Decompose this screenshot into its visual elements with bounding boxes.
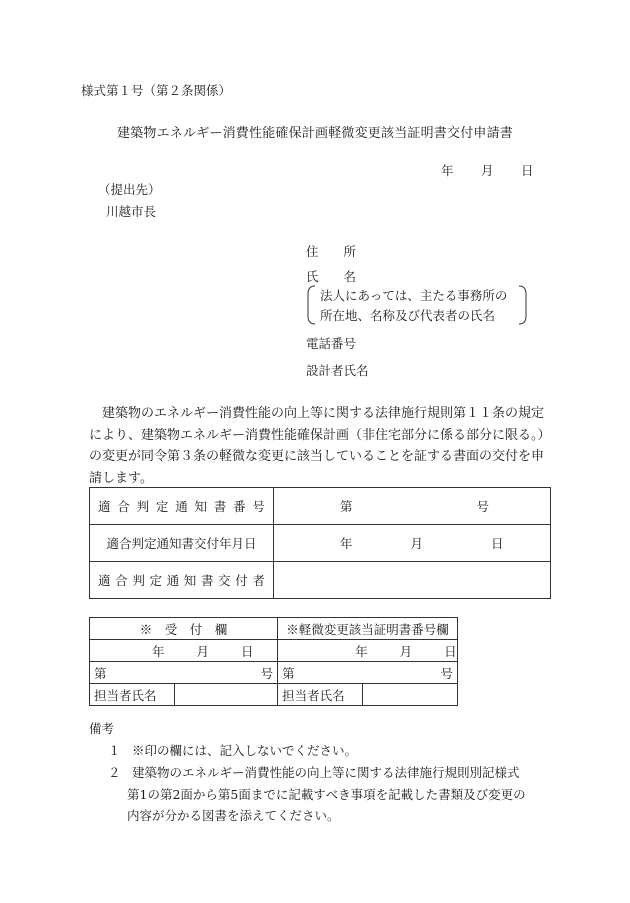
table-row — [90, 684, 458, 706]
remark-2-line3: 内容が分かる図書を添えてください。 — [127, 808, 340, 823]
corporate-note-line2: 所在地、名称及び代表者の氏名 — [320, 308, 496, 323]
address-label: 住 所 — [306, 244, 357, 259]
document-title: 建築物エネルギー消費性能確保計画軽微変更該当証明書交付申請書 — [117, 126, 514, 141]
date-month: 月 — [481, 163, 494, 178]
reception-header: ※ 受 付 欄 — [90, 618, 278, 640]
reception-month: 月 — [196, 643, 210, 659]
remark-2-line1: 建築物のエネルギー消費性能の向上等に関する法律施行規則別記様式 — [132, 765, 520, 780]
notice-number-suffix: 号 — [476, 499, 490, 514]
certificate-year: 年 — [355, 643, 368, 659]
office-use-table — [89, 617, 458, 706]
remark-2-line2: 第1の第2面から第5面までに記載すべき事項を記載した書類及び変更の — [127, 787, 526, 802]
certificate-staff-label: 担当者氏名 — [278, 684, 363, 706]
notice-date-year: 年 — [340, 536, 353, 551]
notice-number-cell[interactable] — [274, 488, 551, 525]
notice-issuer-label: 適 合 判 定 通 知 書 交 付 者 — [90, 562, 274, 599]
table-row — [90, 640, 458, 662]
notice-date-month: 月 — [410, 536, 424, 551]
addressee-label: （提出先） — [98, 182, 161, 197]
reception-year: 年 — [152, 643, 165, 659]
remark-2-number: ２ — [108, 765, 121, 780]
table-row — [90, 662, 458, 684]
notice-date-cell[interactable] — [274, 525, 551, 562]
reception-no-suffix: 号 — [260, 665, 274, 681]
reception-staff-label: 担当者氏名 — [90, 684, 175, 706]
certificate-number-cell[interactable] — [278, 662, 458, 684]
certificate-day: 日 — [444, 643, 457, 659]
table-row — [90, 488, 551, 525]
corporate-note-line1: 法人にあっては、主たる事務所の — [320, 288, 508, 303]
certificate-no-prefix: 第 — [282, 665, 295, 681]
reception-date-cell[interactable] — [90, 640, 278, 662]
reception-number-cell[interactable] — [90, 662, 278, 684]
phone-label: 電話番号 — [306, 336, 357, 351]
remark-1-number: １ — [108, 743, 121, 758]
remark-1-text: ※印の欄には、記入しないでください。 — [132, 743, 358, 758]
date-year: 年 — [441, 163, 454, 178]
form-number: 様式第１号（第２条関係） — [81, 83, 232, 98]
reception-day: 日 — [241, 643, 254, 659]
addressee-name: 川越市長 — [106, 204, 157, 219]
notice-date-label: 適合判定通知書交付年月日 — [90, 525, 274, 562]
designer-label: 設計者氏名 — [306, 363, 369, 378]
notice-number-label: 適 合 判 定 通 知 書 番 号 — [90, 488, 274, 525]
application-body: 建築物のエネルギー消費性能の向上等に関する法律施行規則第１１条の規定により、建築物エネルギー消費性能確保計画（非住宅部分に係る部分に限る。）の変更が同令第３条の軽微な変更に該当していることを証する書面の交付を申請します。 — [89, 406, 551, 486]
date-day: 日 — [521, 163, 534, 178]
remarks-title: 備考 — [89, 721, 115, 736]
certificate-info-table — [89, 487, 551, 599]
notice-issuer-cell[interactable] — [274, 562, 551, 599]
notice-number-prefix: 第 — [340, 499, 353, 514]
name-label: 氏 名 — [306, 269, 357, 284]
certificate-month: 月 — [399, 643, 413, 659]
certificate-date-cell[interactable] — [278, 640, 458, 662]
certificate-number-header: ※軽微変更該当証明書番号欄 — [278, 618, 458, 640]
corporate-note — [307, 284, 527, 326]
table-row — [90, 562, 551, 599]
reception-staff-cell[interactable] — [175, 684, 278, 706]
reception-no-prefix: 第 — [94, 665, 107, 681]
notice-date-day: 日 — [491, 536, 504, 551]
certificate-staff-cell[interactable] — [363, 684, 458, 706]
table-row — [90, 618, 458, 640]
table-row — [90, 525, 551, 562]
certificate-no-suffix: 号 — [440, 665, 453, 681]
